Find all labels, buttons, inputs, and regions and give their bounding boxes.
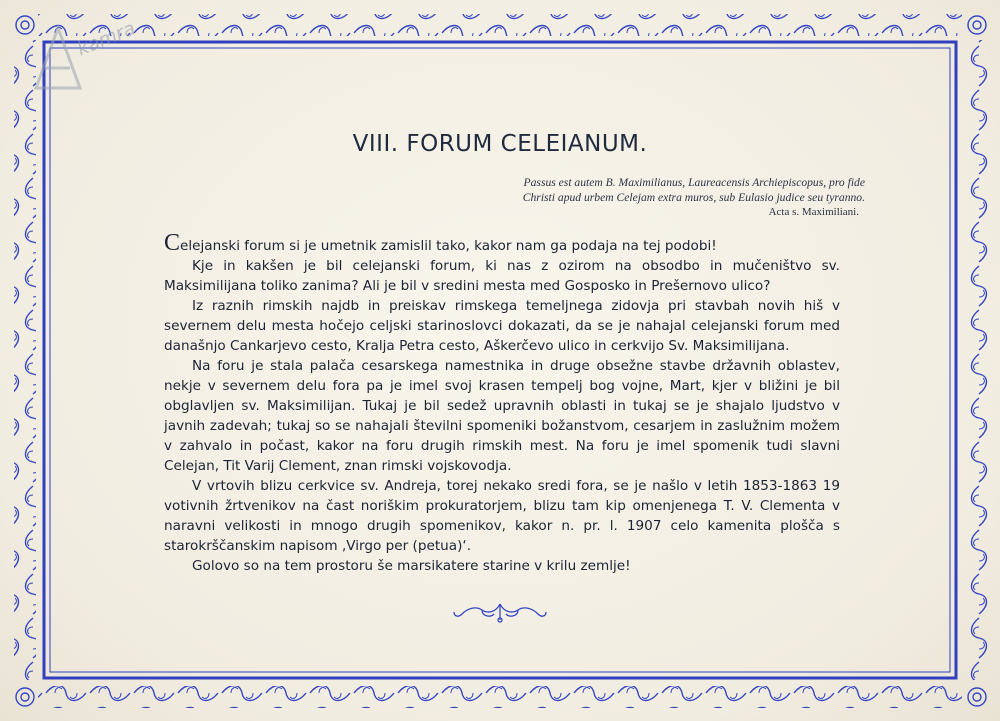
epigraph-line-2: Christi apud urbem Celejam extra muros, sub Eulasio judice seu tyranno. [522, 191, 865, 204]
paragraph-1-text: elejanski forum si je umetnik zamislil tako, kakor nam ga podaja na tej podobi! [180, 238, 717, 254]
paragraph-6: Golovo so na tem prostoru še marsikatere starine v krilu zemlje! [192, 558, 631, 574]
paragraph-2: Kje in kakšen je bil celejanski forum, ki nas z ozirom na obsodbo in mučeništvo sv. Maksimilijana toliko zanima? Ali je bil v sredini mesta med Gosposko in Prešernovo ulico? [164, 258, 840, 294]
watermark [28, 18, 138, 98]
paragraph-5: V vrtovih blizu cerkvice sv. Andreja, torej nekako sredi fora, se je našlo v letih 1853-1863 19 votivnih žrtvenikov na čast noriškim prokuratorjem, blizu tam kip omenjenega T. V. Clementa v naravni velikosti in mnogo drugih spomenikov, kakor n. pr. l. 1907 celo kamenita plošča s starokrščanskim napisom ‚Virgo per (petua)‘. [164, 478, 840, 554]
flourish-ornament-icon [452, 600, 548, 624]
watermark-text: kamra [74, 17, 139, 61]
body-text [164, 230, 840, 576]
epigraph-line-1: Passus est autem B. Maximilianus, Laureacensis Archiepiscopus, pro fide [523, 176, 865, 189]
drop-cap: C [164, 230, 181, 256]
epigraph [395, 175, 865, 220]
watermark-logo-icon [28, 18, 88, 98]
paragraph-1 [164, 230, 840, 256]
paragraph-3: Iz raznih rimskih najdb in preiskav rimskega temeljnega zidovja pri stavbah novih hiš v severnem delu mesta hočejo celjski starinoslovci dokazati, da se je nahajal celejanski forum med današnjo Cankarjevo cesto, Kralja Petra cesto, Aškerčevo ulico in cerkvijo Sv. Maksimilijana. [164, 298, 840, 354]
epigraph-source: Acta s. Maximiliani. [768, 206, 859, 218]
page-title: VIII. FORUM CELEIANUM. [352, 131, 648, 157]
paragraph-4: Na foru je stala palača cesarskega namestnika in druge obsežne stavbe državnih oblastev, nekje v severnem delu fora pa je imel svoj krasen tempelj bog vojne, Mart, kjer v bližini je bil obglavljen sv. Maksimilijan. Tukaj je bil sedež upravnih oblasti in tukaj se je shajalo ljudstvo v javnih zadevah; tukaj so se nahajali številni spomeniki božanstvom, cesarjem in zaslužnim možem v zahvalo in počast, kakor na foru drugih rimskih mest. Na foru je imel spomenik tudi slavni Celejan, Tit Varij Clement, znan rimski vojskovodja. [164, 358, 840, 474]
